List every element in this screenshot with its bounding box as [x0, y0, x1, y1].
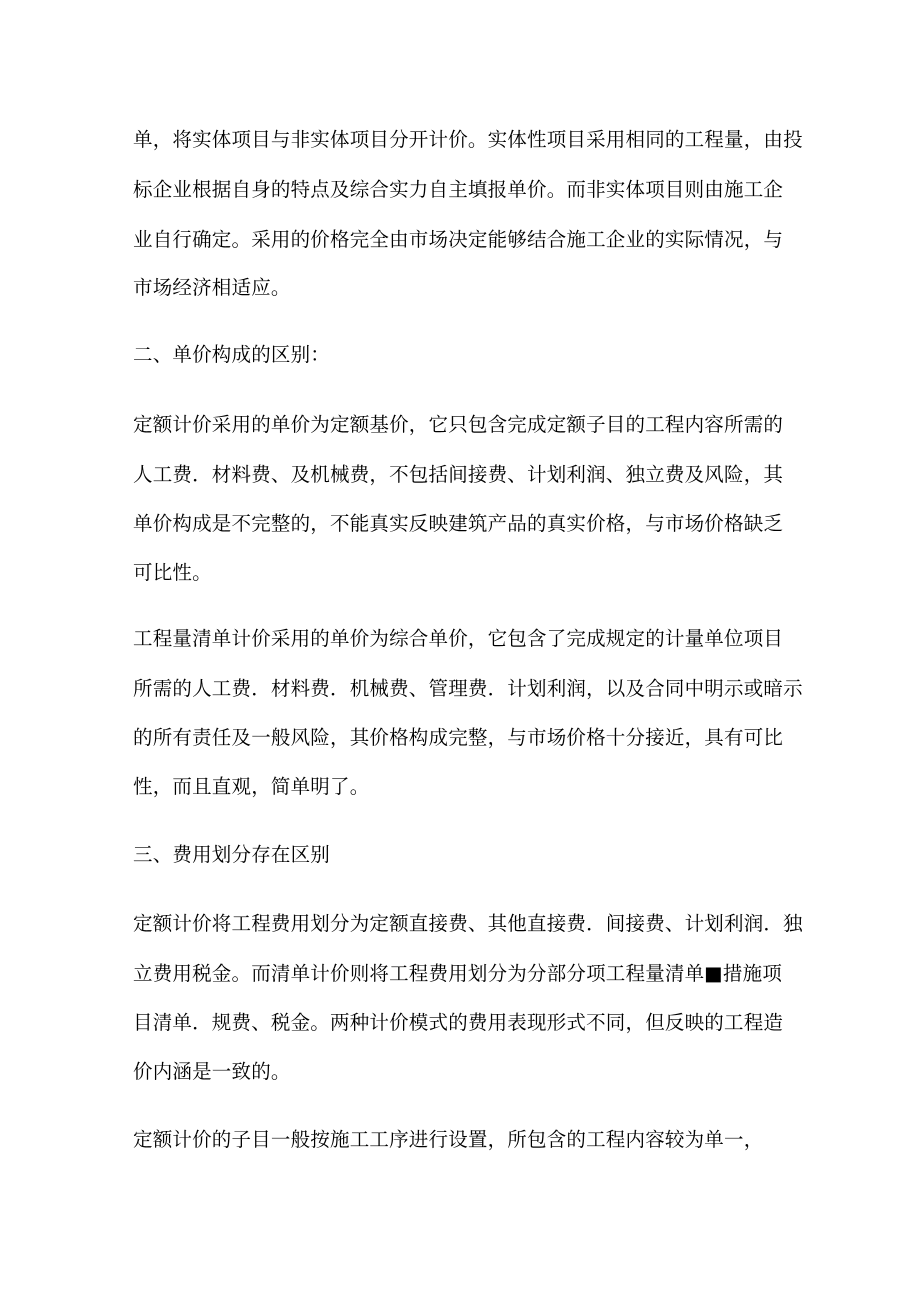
paragraph-3-line-4: 性，而且直观，简单明了。	[133, 775, 370, 798]
paragraph-3-line-2: 所需的人工费．材料费．机械费、管理费．计划利润，以及合同中明示或暗示	[133, 677, 803, 700]
paragraph-3-line-1: 工程量清单计价采用的单价为综合单价，它包含了完成规定的计量单位项目	[133, 627, 784, 650]
paragraph-1-line-2: 标企业根据自身的特点及综合实力自主填报单价。而非实体项目则由施工企	[133, 178, 784, 201]
section-heading-3: 三、费用划分存在区别	[133, 843, 331, 866]
paragraph-2-line-1: 定额计价采用的单价为定额基价，它只包含完成定额子目的工程内容所需的	[133, 413, 784, 436]
paragraph-4-line-1: 定额计价将工程费用划分为定额直接费、其他直接费．间接费、计划利润．独	[133, 912, 803, 935]
paragraph-5-line-1: 定额计价的子目一般按施工工序进行设置，所包含的工程内容较为单一，	[133, 1128, 764, 1151]
paragraph-4-line-4: 价内涵是一致的。	[133, 1060, 291, 1083]
section-heading-2: 二、单价构成的区别：	[133, 343, 331, 366]
paragraph-4-line-3: 目清单．规费、税金。两种计价模式的费用表现形式不同，但反映的工程造	[133, 1011, 784, 1034]
paragraph-2-line-4: 可比性。	[133, 561, 212, 584]
paragraph-2-line-2: 人工费．材料费、及机械费，不包括间接费、计划利润、独立费及风险，其	[133, 463, 784, 486]
paragraph-2-line-3: 单价构成是不完整的，不能真实反映建筑产品的真实价格，与市场价格缺乏	[133, 512, 784, 535]
paragraph-1-line-4: 市场经济相适应。	[133, 276, 291, 299]
paragraph-1-line-3: 业自行确定。采用的价格完全由市场决定能够结合施工企业的实际情况，与	[133, 228, 784, 251]
paragraph-1-line-1: 单，将实体项目与非实体项目分开计价。实体性项目采用相同的工程量，由投	[133, 128, 803, 151]
paragraph-4-line-2: 立费用税金。而清单计价则将工程费用划分为分部分项工程量清单■措施项	[133, 962, 783, 985]
paragraph-3-line-3: 的所有责任及一般风险，其价格构成完整，与市场价格十分接近，具有可比	[133, 726, 784, 749]
